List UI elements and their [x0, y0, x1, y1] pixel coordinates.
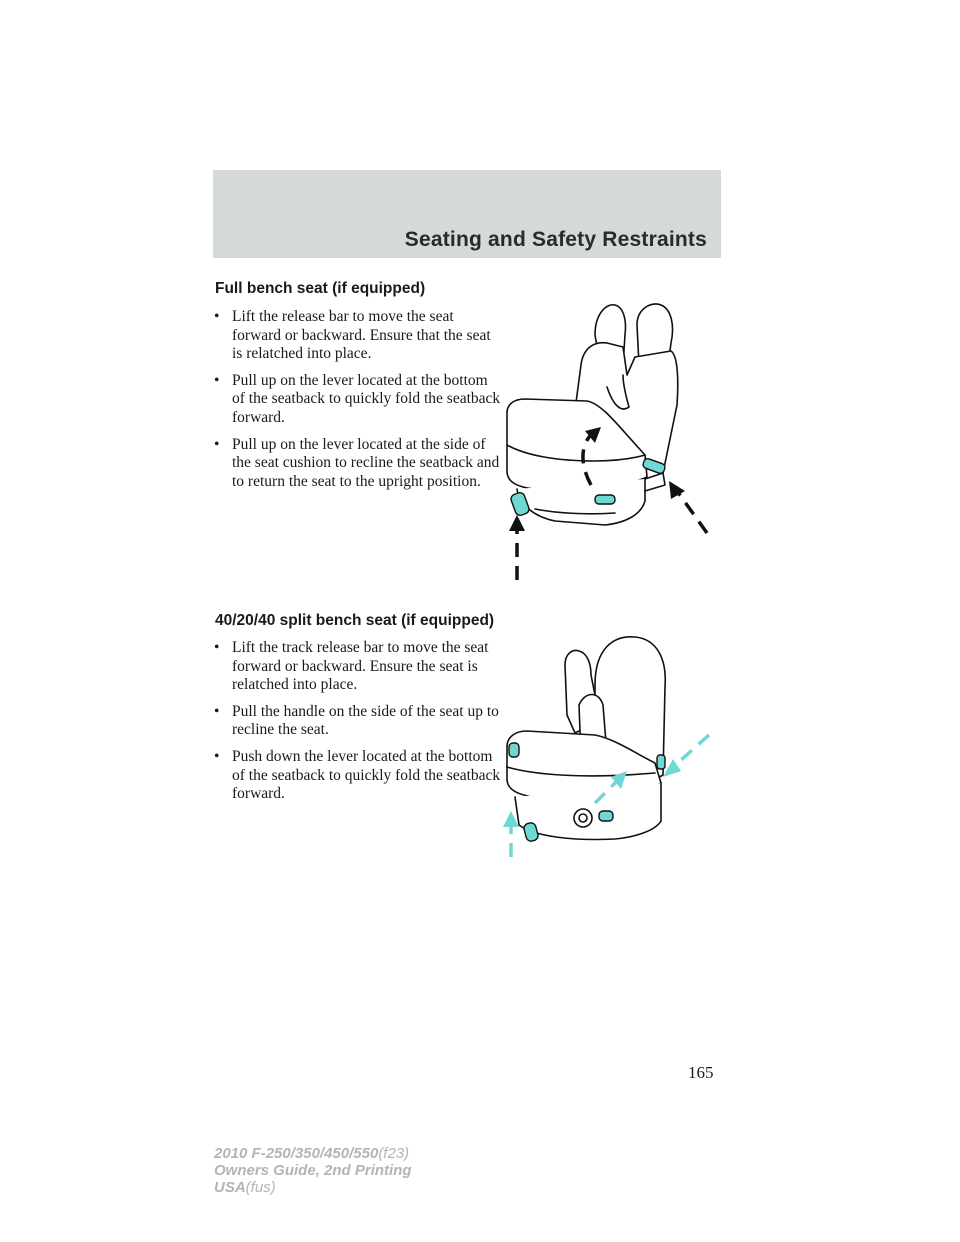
full-bench-heading: Full bench seat (if equipped) [215, 280, 426, 297]
list-item: • Pull up on the lever located at the side of the seat cushion to recline the seatback and to return the seat to the upright position. [214, 435, 500, 490]
split-bench-bullets [214, 639, 504, 812]
section-title: Seating and Safety Restraints [404, 228, 707, 251]
list-item: • Push down the lever located at the bottom of the seatback to quickly fold the seatback forward. [214, 747, 501, 803]
page-number: 165 [688, 1063, 714, 1082]
document-footer: 2010 F-250/350/450/550(f23) Owners Guide, 2nd Printing USA(fus) [214, 1145, 412, 1196]
full-bench-bullets [214, 308, 504, 499]
list-item: • Pull up on the lever located at the bottom of the seatback to quickly fold the seatback forward. [214, 371, 501, 426]
split-bench-seat-illustration [495, 635, 720, 865]
full-bench-seat-illustration [495, 295, 720, 590]
section-header-band [213, 170, 721, 258]
list-item: • Pull the handle on the side of the seat up to recline the seat. [214, 702, 499, 739]
split-bench-heading: 40/20/40 split bench seat (if equipped) [215, 612, 495, 629]
list-item: • Lift the release bar to move the seat forward or backward. Ensure that the seat is relatched into place. [214, 308, 491, 363]
list-item: • Lift the track release bar to move the seat forward or backward. Ensure the seat is relatched into place. [214, 639, 489, 694]
